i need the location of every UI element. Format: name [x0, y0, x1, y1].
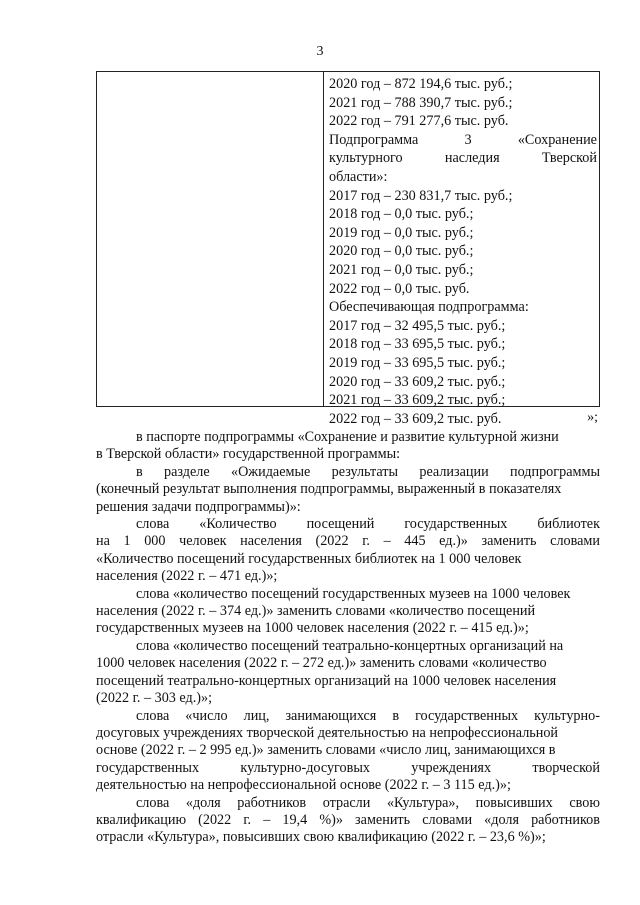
word: человек: [179, 533, 227, 550]
funding-line: [329, 131, 597, 150]
funding-word: 3: [464, 131, 472, 148]
word: библиотек: [537, 516, 600, 533]
text-line: слова «количество посещений государственных музеев на 1000 человек: [136, 585, 571, 602]
funding-line: 2022 год – 0,0 тыс. руб.: [329, 280, 470, 297]
word: г.: [243, 811, 252, 828]
paragraph: [96, 429, 600, 464]
funding-line: Обеспечивающая подпрограмма:: [329, 299, 529, 316]
funding-word: Тверской: [541, 150, 597, 167]
word: (2022: [315, 533, 349, 550]
closing-quote-mark: »;: [587, 410, 598, 425]
word: государственных: [404, 516, 508, 533]
word: «Ожидаемые: [230, 463, 311, 480]
text-line: [96, 464, 600, 481]
word: заменить: [355, 811, 411, 828]
text-line: деятельностью на непрофессиональной основе (2022 г. – 3 115 ед.)»;: [96, 777, 511, 794]
text-line: [96, 795, 600, 812]
table-right-cell: [324, 72, 599, 427]
word: повысивших: [475, 794, 553, 811]
funding-line: 2022 год – 33 609,2 тыс. руб.: [329, 410, 502, 427]
funding-line: 2020 год – 0,0 тыс. руб.;: [329, 243, 474, 260]
text-line: отрасли «Культура», повысивших свою квалификацию (2022 г. – 23,6 %)»;: [96, 829, 546, 846]
word: квалификацию: [96, 811, 187, 828]
word: культурно-досуговых: [240, 759, 370, 776]
text-line: [96, 812, 600, 829]
text-line: посещений театрально-концертных организаций на 1000 человек населения: [96, 672, 557, 689]
funding-line: 2021 год – 788 390,7 тыс. руб.;: [329, 94, 513, 111]
funding-line: 2018 год – 0,0 тыс. руб.;: [329, 206, 474, 223]
word: 1: [123, 533, 131, 550]
text-line: [96, 708, 600, 725]
word: на: [96, 533, 110, 550]
funding-line: [329, 149, 597, 168]
word: 000: [144, 533, 166, 550]
word: разделе: [164, 463, 210, 480]
funding-table: [96, 71, 600, 427]
page-number: 3: [316, 44, 324, 59]
text-line: населения (2022 г. – 374 ед.)» заменить словами «количество посещений: [96, 603, 536, 620]
text-line: решения задачи подпрограммы)»:: [96, 498, 301, 515]
funding-line: 2019 год – 0,0 тыс. руб.;: [329, 224, 474, 241]
document-body: [96, 429, 600, 847]
text-line: слова «количество посещений театрально-концертных организаций на: [136, 637, 564, 654]
funding-line: 2021 год – 0,0 тыс. руб.;: [329, 261, 474, 278]
paragraph: [96, 516, 600, 586]
word: реализации: [419, 463, 489, 480]
funding-line: 2017 год – 230 831,7 тыс. руб.;: [329, 187, 513, 204]
funding-line: 2021 год – 33 609,2 тыс. руб.;: [329, 392, 506, 409]
funding-word: культурного: [329, 150, 403, 167]
funding-line: 2020 год – 872 194,6 тыс. руб.;: [329, 76, 513, 92]
word: культурно-: [534, 707, 600, 724]
funding-line: области»:: [329, 168, 388, 185]
funding-line: 2019 год – 33 695,5 тыс. руб.;: [329, 354, 506, 371]
word: слова: [136, 794, 170, 811]
text-line: в Тверской области» государственной программы:: [96, 446, 401, 463]
word: в: [392, 707, 400, 724]
word: результаты: [331, 463, 399, 480]
text-line: населения (2022 г. – 471 ед.)»;: [96, 568, 278, 585]
word: работников: [237, 794, 307, 811]
word: –: [263, 811, 271, 828]
paragraph: [96, 586, 600, 638]
funding-line: 2020 год – 33 609,2 тыс. руб.;: [329, 373, 506, 390]
word: «Количество: [199, 516, 277, 533]
text-line: [96, 516, 600, 533]
text-line: (конечный результат выполнения подпрограммы, выраженный в показателях: [96, 481, 562, 498]
word: словами: [422, 811, 473, 828]
word: 19,4: [282, 811, 308, 828]
word: заменить: [481, 533, 537, 550]
paragraph: [96, 464, 600, 516]
funding-line: 2022 год – 791 277,6 тыс. руб.: [329, 113, 509, 130]
text-line: в паспорте подпрограммы «Сохранение и развитие культурной жизни: [136, 429, 559, 445]
funding-word: «Сохранение: [517, 131, 597, 148]
word: отрасли: [322, 794, 371, 811]
word: 445: [404, 533, 426, 550]
word: слова: [136, 707, 170, 724]
word: «доля: [185, 794, 221, 811]
word: г.: [362, 533, 370, 550]
text-line: [96, 760, 600, 777]
word: учреждениях: [411, 759, 492, 776]
word: слова: [136, 516, 170, 533]
table-left-cell: [97, 72, 324, 406]
text-line: «Количество посещений государственных библиотек на 1 000 человек: [96, 550, 522, 567]
word: ед.)»: [439, 533, 468, 550]
word: посещений: [306, 516, 375, 533]
word: словами: [550, 533, 600, 550]
funding-line: 2018 год – 33 695,5 тыс. руб.;: [329, 336, 506, 353]
word: «Культура»,: [386, 794, 460, 811]
paragraph: [96, 638, 600, 708]
word: –: [383, 533, 391, 550]
text-line: основе (2022 г. – 2 995 ед.)» заменить словами «число лиц, занимающихся в: [96, 742, 556, 759]
text-line: (2022 г. – 303 ед.)»;: [96, 690, 213, 707]
word: свою: [569, 794, 600, 811]
paragraph: [96, 795, 600, 847]
word: в: [136, 463, 143, 480]
funding-word: Подпрограмма: [329, 131, 419, 148]
word: %)»: [319, 811, 343, 828]
word: населения: [240, 533, 302, 550]
word: творческой: [532, 759, 600, 776]
word: работников: [531, 811, 600, 828]
word: лиц,: [243, 707, 270, 724]
word: (2022: [198, 811, 232, 828]
funding-line: 2017 год – 32 495,5 тыс. руб.;: [329, 317, 506, 334]
word: «число: [185, 707, 228, 724]
paragraph: [96, 708, 600, 795]
text-line: [96, 533, 600, 550]
word: государственных: [96, 759, 200, 776]
word: подпрограммы: [510, 463, 600, 480]
word: «доля: [484, 811, 519, 828]
funding-word: наследия: [444, 150, 500, 167]
text-line: досуговых учреждениях творческой деятельностью на непрофессиональной: [96, 724, 559, 741]
word: занимающихся: [285, 707, 377, 724]
text-line: государственных музеев на 1000 человек населения (2022 г. – 415 ед.)»;: [96, 620, 529, 637]
text-line: 1000 человек населения (2022 г. – 272 ед.)» заменить словами «количество: [96, 655, 547, 672]
word: государственных: [415, 707, 519, 724]
